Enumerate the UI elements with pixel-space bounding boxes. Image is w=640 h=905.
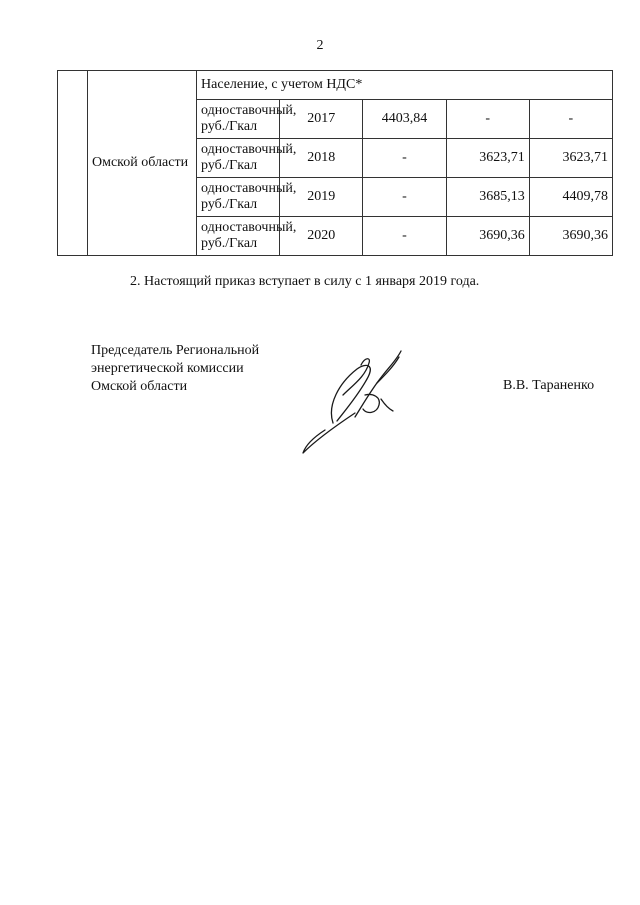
value-cell-3: - [529, 100, 612, 139]
year-cell: 2020 [280, 217, 363, 256]
value-cell-3: 3623,71 [529, 139, 612, 178]
value-cell-1: - [363, 217, 446, 256]
year-cell: 2018 [280, 139, 363, 178]
blank-cell [58, 71, 88, 256]
handwritten-signature [293, 335, 423, 460]
signatory-title-line: энергетической комиссии [91, 361, 244, 376]
tariff-type-line2: руб./Гкал [201, 236, 258, 251]
tariff-type-cell [197, 100, 297, 139]
tariff-type-line1: одноставочный, [201, 220, 297, 235]
tariff-type-cell [197, 217, 297, 256]
tariff-type-line2: руб./Гкал [201, 158, 258, 173]
value-cell-1: - [363, 178, 446, 217]
value-cell-2: - [446, 100, 529, 139]
year-cell: 2017 [280, 100, 363, 139]
value-cell-1: 4403,84 [363, 100, 446, 139]
value-cell-2: 3690,36 [446, 217, 529, 256]
signatory-title [91, 342, 259, 396]
category-header: Население, с учетом НДС* [197, 71, 613, 100]
tariff-type-line2: руб./Гкал [201, 197, 258, 212]
value-cell-1: - [363, 139, 446, 178]
tariff-type-line2: руб./Гкал [201, 119, 258, 134]
value-cell-2: 3623,71 [446, 139, 529, 178]
tariff-type-cell [197, 139, 297, 178]
tariff-type-line1: одноставочный, [201, 142, 297, 157]
tariff-table [57, 70, 613, 256]
tariff-type-line1: одноставочный, [201, 103, 297, 118]
region-cell: Омской области [88, 71, 197, 256]
value-cell-3: 3690,36 [529, 217, 612, 256]
signatory-title-line: Омской области [91, 379, 188, 394]
value-cell-3: 4409,78 [529, 178, 612, 217]
tariff-type-line1: одноставочный, [201, 181, 297, 196]
table-header-row [58, 71, 613, 100]
clause-effective-date: 2. Настоящий приказ вступает в силу с 1 января 2019 года. [130, 274, 480, 289]
signatory-name: В.В. Тараненко [503, 378, 595, 393]
signatory-title-line: Председатель Региональной [91, 343, 260, 358]
year-cell: 2019 [280, 178, 363, 217]
tariff-type-cell [197, 178, 297, 217]
value-cell-2: 3685,13 [446, 178, 529, 217]
page-number: 2 [316, 38, 324, 53]
